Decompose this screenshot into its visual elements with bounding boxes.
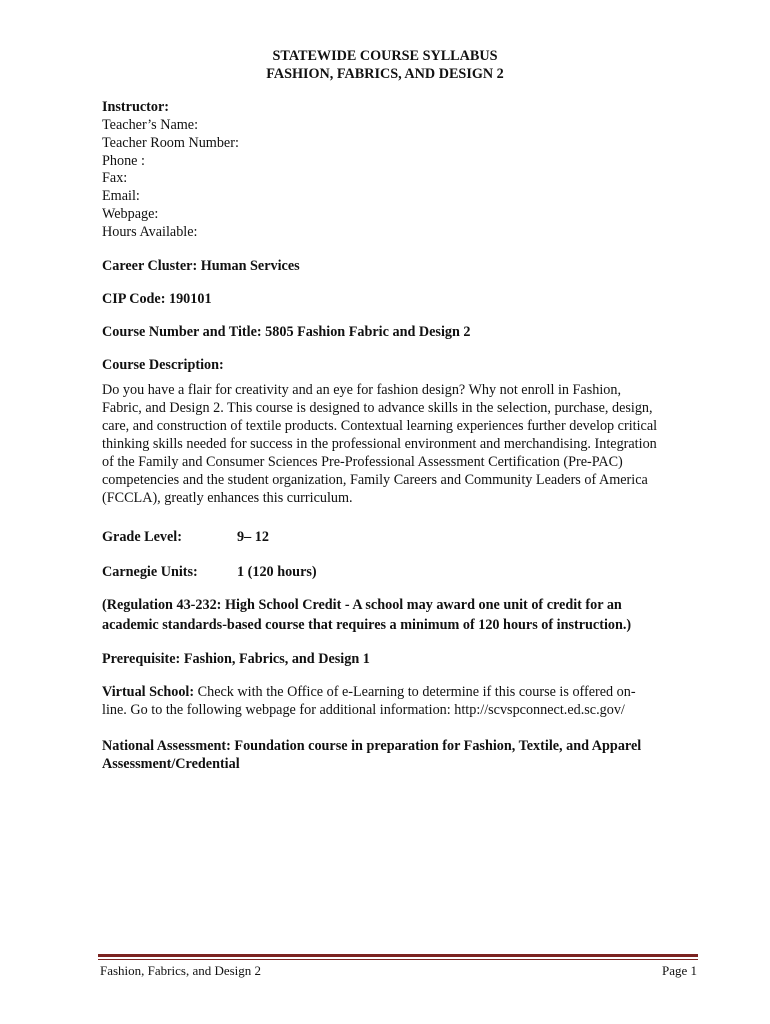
regulation-line: (Regulation 43-232: High School Credit - A school may award one unit of credit for an — [102, 597, 622, 613]
fax-field: Fax: — [102, 170, 128, 186]
document-title-line2: FASHION, FABRICS, AND DESIGN 2 — [266, 66, 504, 82]
course-description-line: (FCCLA), greatly enhances this curriculum. — [102, 490, 353, 506]
course-description-line: Fabric, and Design 2. This course is designed to advance skills in the selection, purchase, design, — [102, 400, 653, 416]
national-assessment-line: National Assessment: Foundation course in preparation for Fashion, Textile, and Apparel — [102, 738, 642, 754]
webpage-field: Webpage: — [102, 206, 159, 222]
course-description-line: of the Family and Consumer Sciences Pre-Professional Assessment Certification (Pre-PAC) — [102, 454, 623, 470]
cip-code: CIP Code: 190101 — [102, 291, 212, 307]
grade-level-label: Grade Level: — [102, 529, 182, 545]
footer-rule — [98, 954, 698, 957]
course-number-title: Course Number and Title: 5805 Fashion Fabric and Design 2 — [102, 324, 471, 340]
course-description-line: care, and construction of textile products. Contextual learning experiences further develop critical — [102, 418, 658, 434]
page-number: Page 1 — [661, 963, 697, 978]
carnegie-units-value: 1 (120 hours) — [237, 564, 317, 580]
virtual-school-line2: line. Go to the following webpage for additional information: http://scvspconnect.ed.sc.gov/ — [102, 702, 625, 718]
instructor-heading: Instructor: — [102, 99, 169, 115]
footer-rule-thin — [98, 959, 698, 960]
hours-available-field: Hours Available: — [102, 224, 198, 240]
email-field: Email: — [102, 188, 140, 204]
course-description-line: thinking skills needed for success in the professional environment and merchandising. Integration — [102, 436, 657, 452]
course-description-line: Do you have a flair for creativity and an eye for fashion design? Why not enroll in Fashion, — [102, 382, 622, 398]
grade-level-value: 9– 12 — [237, 529, 269, 545]
footer-title: Fashion, Fabrics, and Design 2 — [100, 963, 262, 978]
virtual-school-line1 — [102, 684, 722, 702]
phone-field: Phone : — [102, 153, 145, 169]
national-assessment-line: Assessment/Credential — [102, 756, 240, 772]
virtual-school-label: Virtual School: — [102, 684, 195, 700]
prerequisite: Prerequisite: Fashion, Fabrics, and Design 1 — [102, 651, 370, 667]
document-title-line1: STATEWIDE COURSE SYLLABUS — [272, 48, 498, 64]
course-description-heading: Course Description: — [102, 357, 224, 373]
carnegie-units-label: Carnegie Units: — [102, 564, 198, 580]
course-description-line: competencies and the student organization, Family Careers and Community Leaders of America — [102, 472, 648, 488]
teacher-room-field: Teacher Room Number: — [102, 135, 239, 151]
virtual-school-text: Check with the Office of e-Learning to determine if this course is offered on- — [194, 684, 636, 700]
regulation-line: academic standards-based course that requires a minimum of 120 hours of instruction.) — [102, 617, 632, 633]
teacher-name-field: Teacher’s Name: — [102, 117, 199, 133]
career-cluster: Career Cluster: Human Services — [102, 258, 300, 274]
